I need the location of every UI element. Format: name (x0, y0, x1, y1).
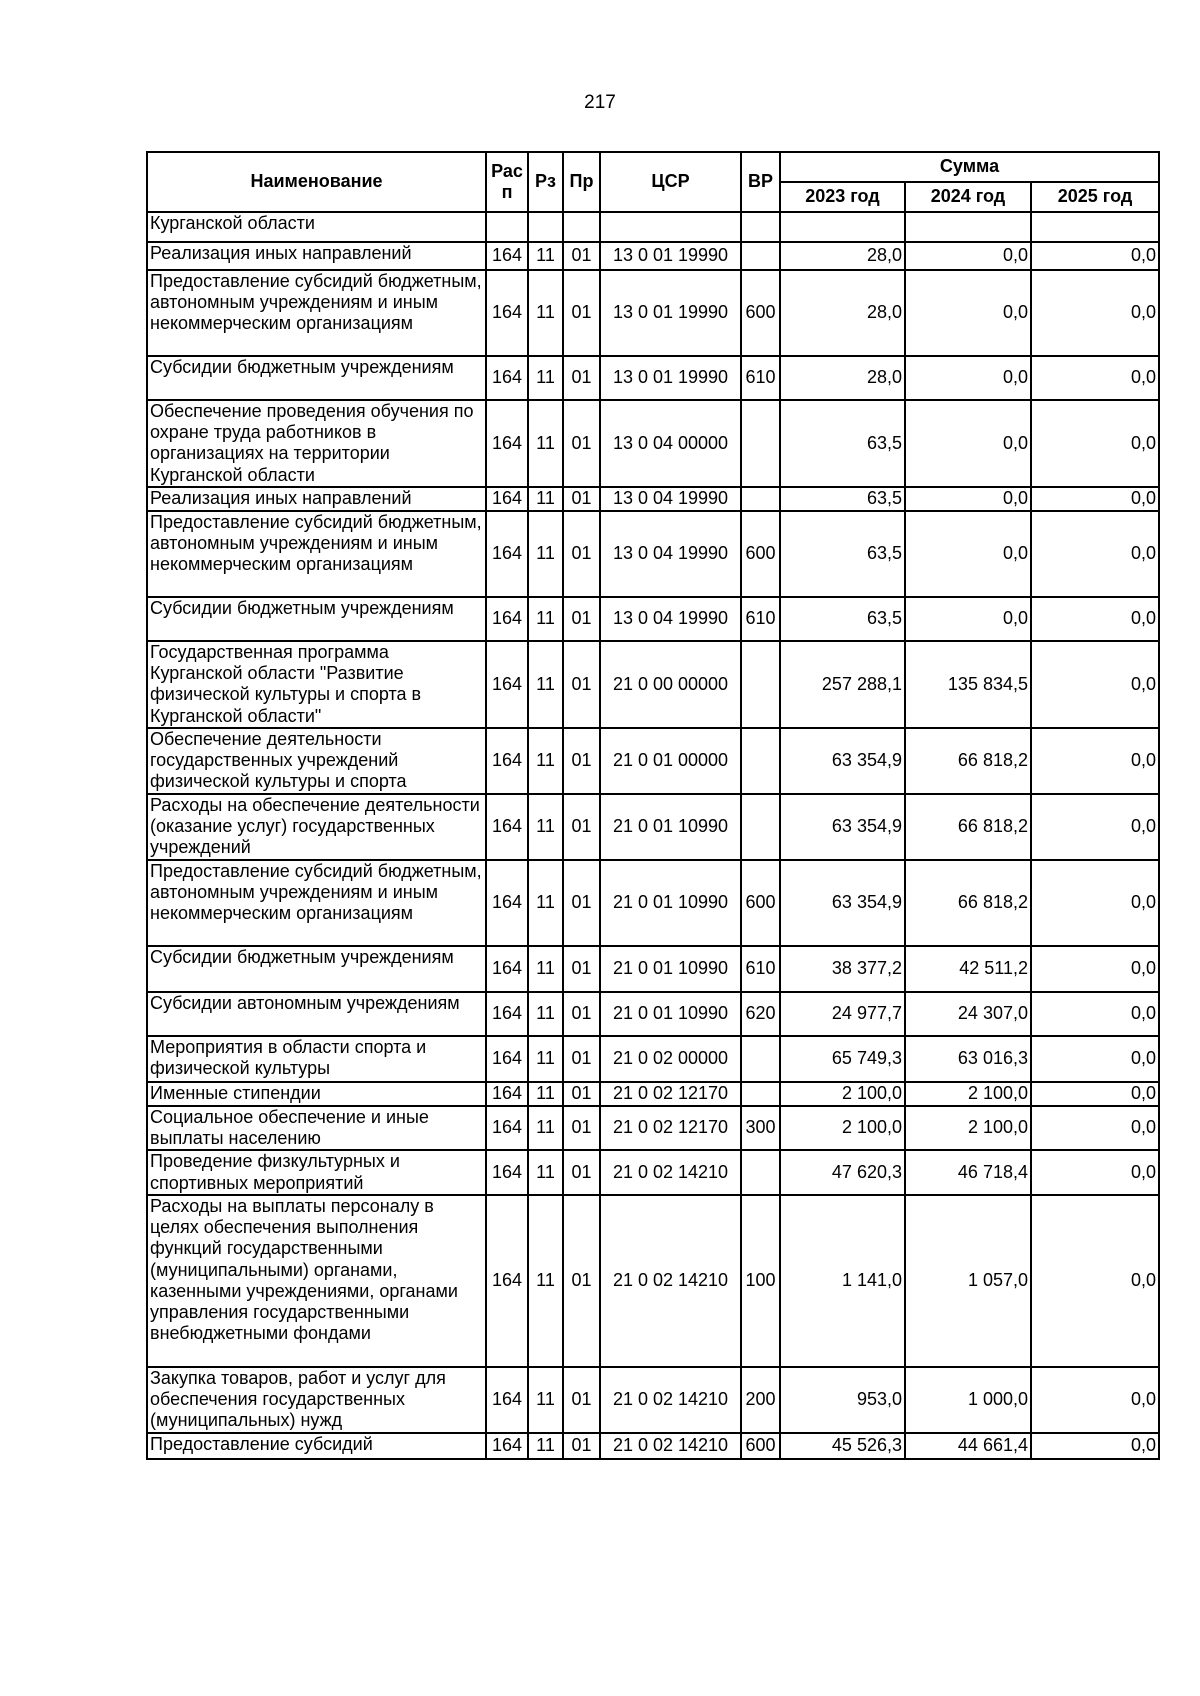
table-row (147, 641, 1159, 728)
table-header (147, 152, 1159, 212)
cell-rasp: 164 (486, 356, 528, 400)
table-row (147, 946, 1159, 992)
cell-2024: 0,0 (905, 270, 1031, 356)
table-row (147, 487, 1159, 511)
cell-2025: 0,0 (1031, 597, 1159, 641)
cell-2024: 24 307,0 (905, 992, 1031, 1036)
cell-csr: 21 0 02 14210 (600, 1433, 741, 1459)
cell-2024: 0,0 (905, 597, 1031, 641)
cell-2025: 0,0 (1031, 1195, 1159, 1367)
cell-pr: 01 (563, 270, 600, 356)
cell-name: Обеспечение деятельности государственных учреждений физической культуры и спорта (147, 728, 486, 794)
cell-rz: 11 (528, 1150, 563, 1194)
cell-2024: 0,0 (905, 511, 1031, 597)
cell-pr: 01 (563, 400, 600, 487)
cell-rz: 11 (528, 794, 563, 860)
cell-pr: 01 (563, 1433, 600, 1459)
cell-pr: 01 (563, 242, 600, 270)
cell-2025: 0,0 (1031, 992, 1159, 1036)
table-row (147, 1195, 1159, 1367)
cell-rz: 11 (528, 270, 563, 356)
header-pr: Пр (563, 152, 600, 212)
cell-2025: 0,0 (1031, 242, 1159, 270)
table-row (147, 511, 1159, 597)
cell-pr: 01 (563, 487, 600, 511)
cell-vr: 300 (741, 1106, 780, 1150)
cell-pr: 01 (563, 992, 600, 1036)
cell-name: Социальное обеспечение и иные выплаты населению (147, 1106, 486, 1150)
cell-pr: 01 (563, 1150, 600, 1194)
cell-vr (741, 242, 780, 270)
cell-csr: 21 0 02 12170 (600, 1082, 741, 1106)
cell-rasp: 164 (486, 946, 528, 992)
cell-2024: 46 718,4 (905, 1150, 1031, 1194)
cell-vr: 600 (741, 270, 780, 356)
cell-pr: 01 (563, 1082, 600, 1106)
cell-2024: 0,0 (905, 400, 1031, 487)
cell-vr (741, 641, 780, 728)
cell-csr: 13 0 04 19990 (600, 511, 741, 597)
cell-pr: 01 (563, 1106, 600, 1150)
cell-2023: 28,0 (780, 242, 905, 270)
cell-rasp: 164 (486, 1433, 528, 1459)
cell-vr (741, 1036, 780, 1082)
cell-csr: 13 0 04 19990 (600, 487, 741, 511)
cell-vr: 610 (741, 597, 780, 641)
cell-2023 (780, 212, 905, 242)
cell-pr: 01 (563, 794, 600, 860)
cell-2024: 1 000,0 (905, 1367, 1031, 1433)
cell-vr: 620 (741, 992, 780, 1036)
cell-name: Курганской области (147, 212, 486, 242)
cell-csr (600, 212, 741, 242)
cell-vr: 610 (741, 356, 780, 400)
cell-2024: 66 818,2 (905, 860, 1031, 946)
cell-2024: 0,0 (905, 356, 1031, 400)
cell-name: Предоставление субсидий (147, 1433, 486, 1459)
cell-2023: 63 354,9 (780, 794, 905, 860)
cell-pr: 01 (563, 511, 600, 597)
cell-2025: 0,0 (1031, 1036, 1159, 1082)
cell-rasp: 164 (486, 242, 528, 270)
table-row (147, 1036, 1159, 1082)
cell-name: Государственная программа Курганской области "Развитие физической культуры и спорта в Курганской области" (147, 641, 486, 728)
cell-csr: 21 0 01 10990 (600, 860, 741, 946)
table-row (147, 860, 1159, 946)
cell-2023: 45 526,3 (780, 1433, 905, 1459)
cell-csr: 13 0 01 19990 (600, 242, 741, 270)
cell-rasp: 164 (486, 794, 528, 860)
cell-2025: 0,0 (1031, 1082, 1159, 1106)
cell-2023: 1 141,0 (780, 1195, 905, 1367)
cell-name: Предоставление субсидий бюджетным, автономным учреждениям и иным некоммерческим организациям (147, 860, 486, 946)
header-rasp-line1: Рас (491, 160, 523, 181)
cell-name: Предоставление субсидий бюджетным, автономным учреждениям и иным некоммерческим организациям (147, 511, 486, 597)
cell-pr: 01 (563, 1367, 600, 1433)
cell-2025: 0,0 (1031, 487, 1159, 511)
cell-2024: 2 100,0 (905, 1106, 1031, 1150)
cell-2023: 257 288,1 (780, 641, 905, 728)
cell-csr: 13 0 01 19990 (600, 270, 741, 356)
cell-name: Субсидии бюджетным учреждениям (147, 356, 486, 400)
cell-rz: 11 (528, 992, 563, 1036)
header-2025: 2025 год (1031, 182, 1159, 212)
cell-rz: 11 (528, 728, 563, 794)
cell-rasp: 164 (486, 511, 528, 597)
cell-rz: 11 (528, 356, 563, 400)
cell-2025: 0,0 (1031, 794, 1159, 860)
cell-rasp: 164 (486, 1106, 528, 1150)
cell-2025: 0,0 (1031, 1433, 1159, 1459)
cell-csr: 21 0 02 00000 (600, 1036, 741, 1082)
page-number: 217 (584, 92, 616, 113)
cell-2025: 0,0 (1031, 400, 1159, 487)
cell-2025: 0,0 (1031, 270, 1159, 356)
cell-rz: 11 (528, 1433, 563, 1459)
cell-rz: 11 (528, 1195, 563, 1367)
cell-2023: 38 377,2 (780, 946, 905, 992)
cell-2023: 47 620,3 (780, 1150, 905, 1194)
cell-rasp: 164 (486, 992, 528, 1036)
header-rasp (486, 152, 528, 212)
cell-vr: 600 (741, 511, 780, 597)
cell-vr (741, 1150, 780, 1194)
table-row (147, 400, 1159, 487)
cell-csr: 13 0 04 19990 (600, 597, 741, 641)
cell-pr: 01 (563, 641, 600, 728)
cell-csr: 21 0 01 10990 (600, 992, 741, 1036)
cell-rz: 11 (528, 1367, 563, 1433)
cell-rz: 11 (528, 487, 563, 511)
cell-pr: 01 (563, 860, 600, 946)
header-name: Наименование (147, 152, 486, 212)
cell-name: Расходы на выплаты персоналу в целях обеспечения выполнения функций государственными (муниципальными) органами, казенными учреждениями, органами управления государственными внебюджетными фондами (147, 1195, 486, 1367)
cell-csr: 21 0 01 10990 (600, 946, 741, 992)
cell-pr (563, 212, 600, 242)
cell-rasp: 164 (486, 1195, 528, 1367)
cell-rasp (486, 212, 528, 242)
cell-2025: 0,0 (1031, 511, 1159, 597)
cell-2024 (905, 212, 1031, 242)
cell-name: Закупка товаров, работ и услуг для обеспечения государственных (муниципальных) нужд (147, 1367, 486, 1433)
cell-rz: 11 (528, 1106, 563, 1150)
cell-2024: 63 016,3 (905, 1036, 1031, 1082)
cell-rz: 11 (528, 860, 563, 946)
cell-2023: 2 100,0 (780, 1106, 905, 1150)
cell-name: Расходы на обеспечение деятельности (оказание услуг) государственных учреждений (147, 794, 486, 860)
table-row (147, 728, 1159, 794)
table-row (147, 1150, 1159, 1194)
cell-csr: 13 0 01 19990 (600, 356, 741, 400)
cell-2023: 65 749,3 (780, 1036, 905, 1082)
table-body (147, 212, 1159, 1459)
cell-rasp: 164 (486, 1150, 528, 1194)
cell-rz: 11 (528, 597, 563, 641)
cell-rasp: 164 (486, 860, 528, 946)
cell-2023: 63,5 (780, 487, 905, 511)
cell-pr: 01 (563, 597, 600, 641)
budget-table (146, 151, 1160, 1460)
cell-2024: 66 818,2 (905, 728, 1031, 794)
cell-rz (528, 212, 563, 242)
cell-rasp: 164 (486, 487, 528, 511)
cell-vr (741, 1082, 780, 1106)
cell-2025: 0,0 (1031, 860, 1159, 946)
cell-csr: 21 0 02 14210 (600, 1367, 741, 1433)
cell-2025: 0,0 (1031, 946, 1159, 992)
table-row (147, 1082, 1159, 1106)
header-2024: 2024 год (905, 182, 1031, 212)
cell-pr: 01 (563, 946, 600, 992)
cell-pr: 01 (563, 1036, 600, 1082)
table-row (147, 597, 1159, 641)
cell-name: Обеспечение проведения обучения по охране труда работников в организациях на территории Курганской области (147, 400, 486, 487)
cell-vr (741, 400, 780, 487)
cell-vr (741, 212, 780, 242)
cell-2025: 0,0 (1031, 1106, 1159, 1150)
cell-rasp: 164 (486, 641, 528, 728)
cell-rasp: 164 (486, 597, 528, 641)
table-row (147, 992, 1159, 1036)
header-csr: ЦСР (600, 152, 741, 212)
cell-2024: 0,0 (905, 242, 1031, 270)
cell-rasp: 164 (486, 1082, 528, 1106)
cell-name: Субсидии бюджетным учреждениям (147, 597, 486, 641)
cell-rasp: 164 (486, 1367, 528, 1433)
cell-name: Именные стипендии (147, 1082, 486, 1106)
cell-2025 (1031, 212, 1159, 242)
cell-csr: 21 0 00 00000 (600, 641, 741, 728)
cell-2024: 135 834,5 (905, 641, 1031, 728)
cell-csr: 21 0 02 14210 (600, 1195, 741, 1367)
cell-2023: 2 100,0 (780, 1082, 905, 1106)
cell-pr: 01 (563, 356, 600, 400)
table-row (147, 1367, 1159, 1433)
table-row (147, 1433, 1159, 1459)
cell-name: Реализация иных направлений (147, 242, 486, 270)
table-row (147, 794, 1159, 860)
cell-2023: 63,5 (780, 511, 905, 597)
cell-rasp: 164 (486, 1036, 528, 1082)
cell-vr (741, 487, 780, 511)
cell-rz: 11 (528, 242, 563, 270)
cell-name: Субсидии бюджетным учреждениям (147, 946, 486, 992)
cell-vr (741, 794, 780, 860)
cell-rasp: 164 (486, 270, 528, 356)
cell-2024: 42 511,2 (905, 946, 1031, 992)
header-vr: ВР (741, 152, 780, 212)
cell-csr: 21 0 01 10990 (600, 794, 741, 860)
cell-rasp: 164 (486, 728, 528, 794)
cell-2023: 63 354,9 (780, 728, 905, 794)
cell-vr (741, 728, 780, 794)
table-row (147, 356, 1159, 400)
cell-2023: 63 354,9 (780, 860, 905, 946)
cell-csr: 21 0 01 00000 (600, 728, 741, 794)
cell-csr: 21 0 02 14210 (600, 1150, 741, 1194)
cell-name: Субсидии автономным учреждениям (147, 992, 486, 1036)
table-row (147, 212, 1159, 242)
cell-2023: 63,5 (780, 400, 905, 487)
cell-vr: 600 (741, 1433, 780, 1459)
cell-name: Предоставление субсидий бюджетным, автономным учреждениям и иным некоммерческим организациям (147, 270, 486, 356)
cell-rz: 11 (528, 511, 563, 597)
cell-2023: 953,0 (780, 1367, 905, 1433)
table-row (147, 270, 1159, 356)
header-sum: Сумма (780, 152, 1159, 182)
cell-2025: 0,0 (1031, 728, 1159, 794)
cell-name: Реализация иных направлений (147, 487, 486, 511)
cell-rz: 11 (528, 400, 563, 487)
cell-name: Проведение физкультурных и спортивных мероприятий (147, 1150, 486, 1194)
cell-2023: 28,0 (780, 356, 905, 400)
cell-pr: 01 (563, 728, 600, 794)
cell-2024: 0,0 (905, 487, 1031, 511)
cell-csr: 21 0 02 12170 (600, 1106, 741, 1150)
cell-2024: 1 057,0 (905, 1195, 1031, 1367)
cell-2025: 0,0 (1031, 356, 1159, 400)
header-rasp-line2: п (501, 182, 513, 202)
cell-2025: 0,0 (1031, 641, 1159, 728)
cell-rasp: 164 (486, 400, 528, 487)
cell-2024: 44 661,4 (905, 1433, 1031, 1459)
cell-2023: 63,5 (780, 597, 905, 641)
cell-2024: 2 100,0 (905, 1082, 1031, 1106)
header-2023: 2023 год (780, 182, 905, 212)
cell-vr: 200 (741, 1367, 780, 1433)
cell-name: Мероприятия в области спорта и физической культуры (147, 1036, 486, 1082)
cell-2025: 0,0 (1031, 1367, 1159, 1433)
cell-2024: 66 818,2 (905, 794, 1031, 860)
cell-2025: 0,0 (1031, 1150, 1159, 1194)
cell-rz: 11 (528, 946, 563, 992)
header-rz: Рз (528, 152, 563, 212)
cell-vr: 600 (741, 860, 780, 946)
cell-vr: 610 (741, 946, 780, 992)
cell-2023: 24 977,7 (780, 992, 905, 1036)
table-row (147, 242, 1159, 270)
cell-rz: 11 (528, 1036, 563, 1082)
table-row (147, 1106, 1159, 1150)
cell-rz: 11 (528, 641, 563, 728)
cell-csr: 13 0 04 00000 (600, 400, 741, 487)
cell-vr: 100 (741, 1195, 780, 1367)
cell-rz: 11 (528, 1082, 563, 1106)
cell-pr: 01 (563, 1195, 600, 1367)
cell-2023: 28,0 (780, 270, 905, 356)
